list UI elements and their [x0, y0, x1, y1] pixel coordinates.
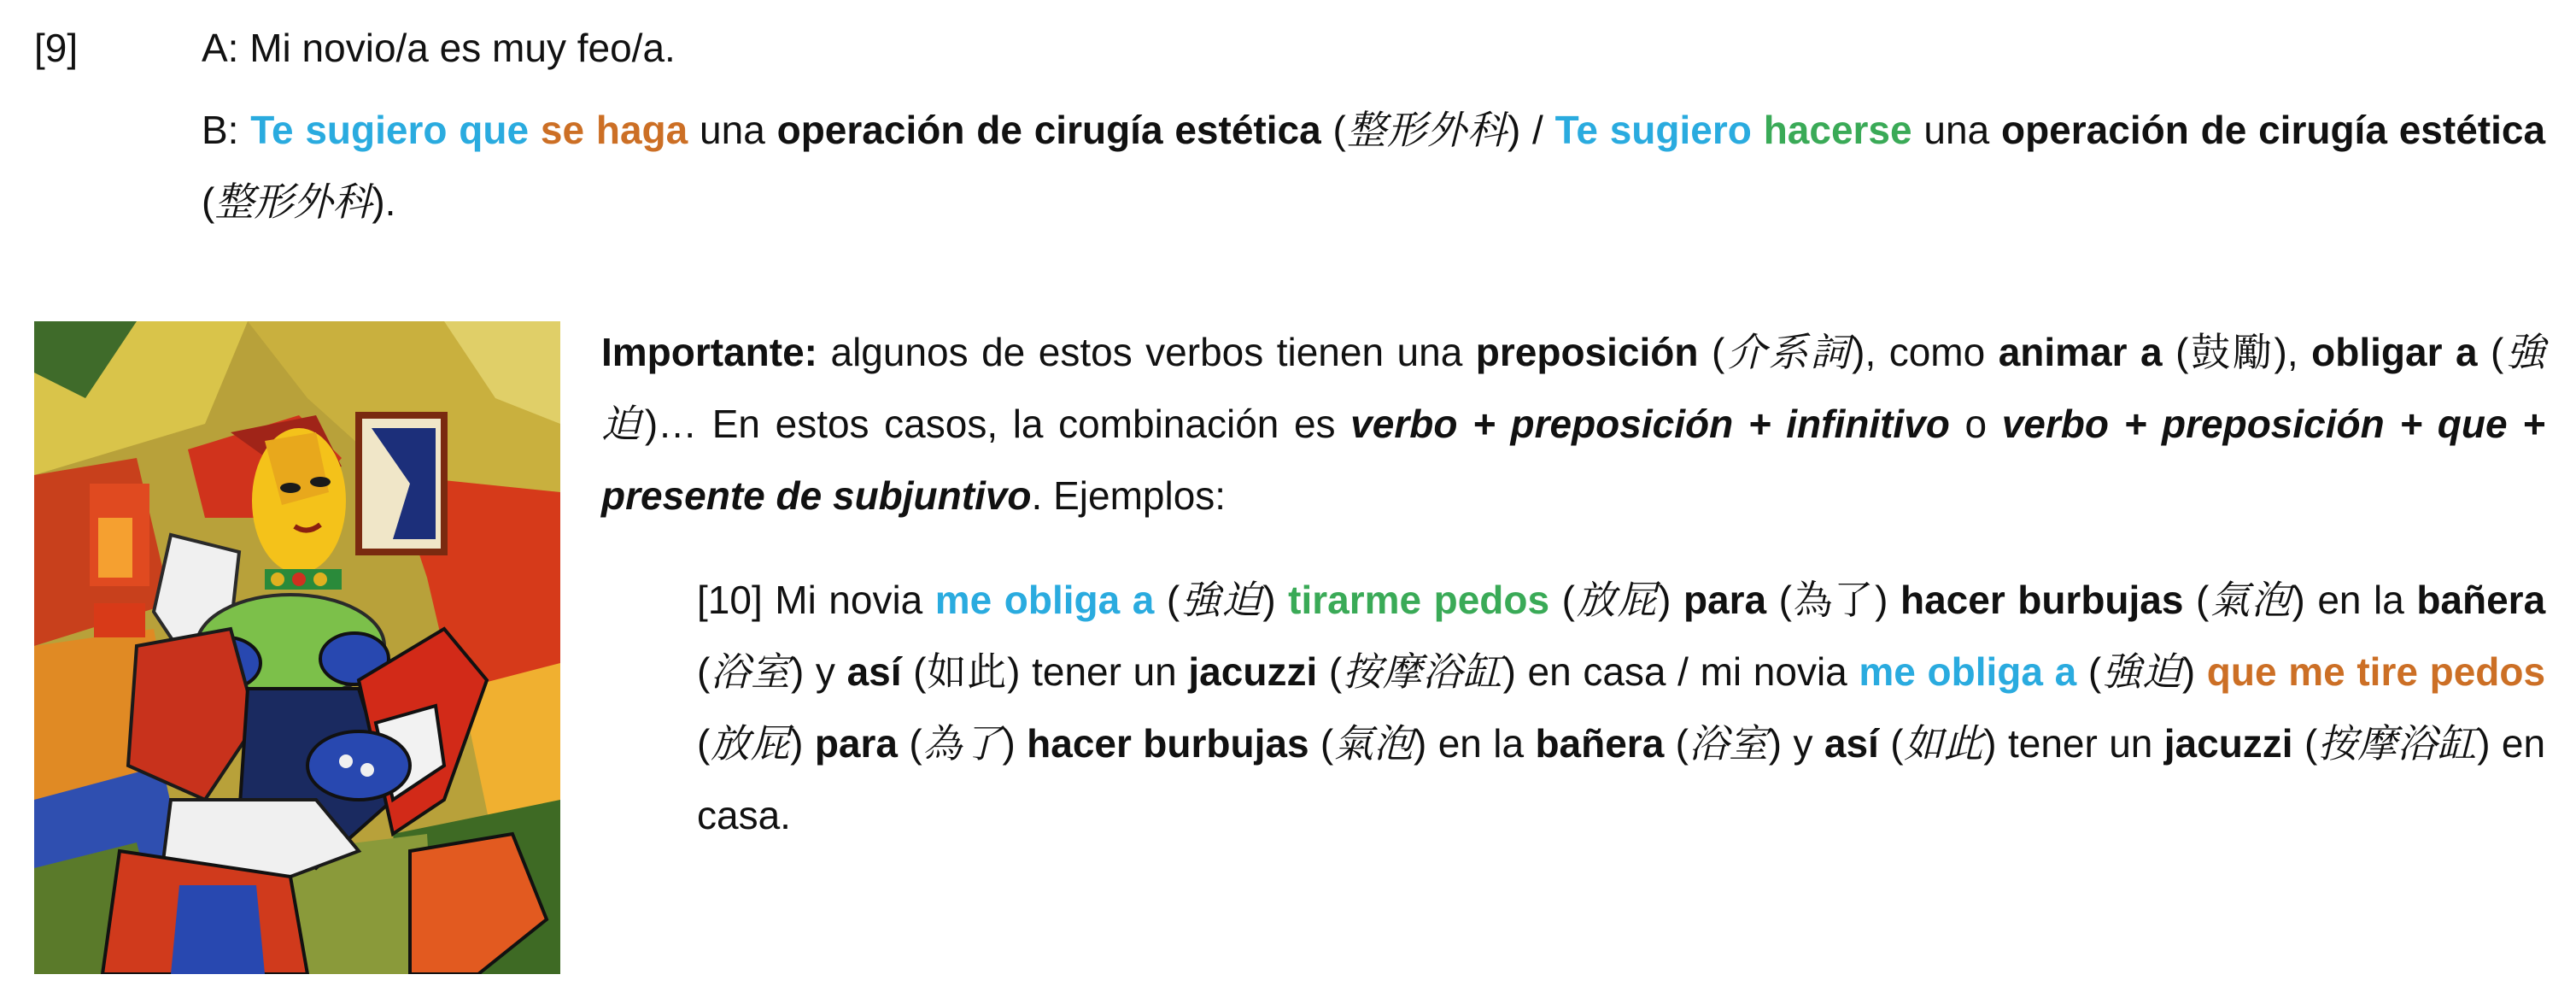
chinese-gloss: 如此: [926, 649, 1008, 695]
chinese-gloss: 按摩浴缸: [2317, 720, 2478, 766]
note-text: algunos de estos verbos tienen una: [830, 330, 1463, 374]
te-sugiero-phrase: Te sugiero: [1554, 108, 1752, 152]
paren: (: [202, 179, 215, 224]
example-10-number: [10]: [697, 578, 763, 622]
paren: (: [1778, 578, 1792, 622]
chinese-gloss: 氣泡: [2209, 577, 2292, 623]
example-10: [697, 564, 2545, 851]
que-me-tire-pedos-phrase: que me tire pedos: [2206, 649, 2546, 694]
ex-text: ) y: [790, 649, 835, 694]
ex-text: ) y: [1768, 721, 1813, 766]
paren: (: [2304, 721, 2318, 766]
example-9-number: [9]: [34, 26, 79, 70]
note-text: ),: [2274, 330, 2298, 374]
chinese-gloss: 浴室: [1689, 720, 1769, 766]
hacer-burbujas-term: hacer burbujas: [1027, 721, 1309, 766]
ex-text: ) en casa.: [697, 721, 2546, 837]
chinese-gloss: 強迫: [601, 329, 2546, 447]
ex-text: ) en la: [2292, 578, 2404, 622]
te-sugiero-que-phrase: Te sugiero que: [250, 108, 530, 152]
ex-text: ) tener un: [1007, 649, 1177, 694]
asi-term: así: [846, 649, 902, 694]
chinese-gloss: 浴室: [710, 649, 791, 695]
jacuzzi-term: jacuzzi: [2163, 721, 2293, 766]
me-obliga-a-phrase: me obliga a: [934, 578, 1155, 622]
paren: (: [1328, 649, 1343, 694]
formula-subjunctive: verbo + preposición + que + presente de subjuntivo: [601, 402, 2546, 518]
chinese-gloss: 為了: [1791, 577, 1876, 623]
para-term: para: [1683, 578, 1767, 622]
paren: ): [1658, 578, 1671, 622]
chinese-gloss: 強迫: [1180, 577, 1263, 623]
paren: (: [697, 721, 711, 766]
paren: ): [1262, 578, 1276, 622]
paren: ) /: [1507, 108, 1543, 152]
chinese-gloss: 放屁: [710, 720, 791, 766]
text-una: una: [1923, 108, 1990, 152]
banera-term: bañera: [2416, 578, 2546, 622]
paren: ): [1002, 721, 1016, 766]
note-text: . Ejemplos:: [1031, 473, 1227, 518]
preposicion-term: preposición: [1475, 330, 1699, 374]
paren: ): [2181, 649, 2196, 694]
obligar-a-term: obligar a: [2311, 330, 2478, 374]
example-9-line-b: [202, 94, 2545, 238]
ex-text: ) en casa / mi novia: [1502, 649, 1847, 694]
banera-term: bañera: [1535, 721, 1665, 766]
chinese-gloss: 按摩浴缸: [1342, 649, 1503, 695]
animar-a-term: animar a: [1998, 330, 2163, 374]
chinese-gloss: 氣泡: [1333, 720, 1414, 766]
paren: (: [2491, 330, 2504, 374]
paren: (: [697, 649, 711, 694]
example-9-line-a: A: Mi novio/a es muy feo/a.: [202, 26, 676, 70]
me-obliga-a-phrase: me obliga a: [1859, 649, 2077, 694]
chinese-gloss: 如此: [1903, 720, 1984, 766]
paren: (: [1320, 721, 1334, 766]
formula-infinitive: verbo + preposición + infinitivo: [1350, 402, 1950, 446]
chinese-gloss: 放屁: [1574, 577, 1659, 623]
text-una: una: [700, 108, 765, 152]
paren: (: [1675, 721, 1689, 766]
paren: (: [1711, 330, 1725, 374]
hacer-burbujas-term: hacer burbujas: [1900, 578, 2184, 622]
example-9: [202, 22, 2545, 238]
chinese-gloss: 鼓勵: [2188, 329, 2274, 375]
chinese-gloss: 為了: [922, 720, 1003, 766]
important-note: [601, 316, 2545, 531]
ex-text: Mi novia: [775, 578, 923, 622]
tirarme-pedos-phrase: tirarme pedos: [1288, 578, 1550, 622]
paren: (: [1332, 108, 1346, 152]
paren: (: [913, 649, 927, 694]
note-text: ), como: [1852, 330, 1986, 374]
importante-label: Importante:: [601, 330, 817, 374]
paren: ): [1875, 578, 1888, 622]
asi-term: así: [1824, 721, 1879, 766]
paren: ).: [372, 179, 396, 224]
chinese-gloss: 整形外科: [214, 179, 372, 225]
ex-text: ) tener un: [1983, 721, 2153, 766]
paren: (: [909, 721, 922, 766]
operacion-phrase: operación de cirugía estética: [2000, 108, 2546, 152]
paren: ): [790, 721, 804, 766]
paren: (: [2175, 330, 2189, 374]
paren: (: [2087, 649, 2102, 694]
se-haga-phrase: se haga: [540, 108, 688, 152]
note-text: o: [1964, 402, 1988, 446]
operacion-phrase: operación de cirugía estética: [776, 108, 1321, 152]
chinese-gloss: 整形外科: [1345, 107, 1508, 153]
chinese-gloss: 介系詞: [1724, 329, 1853, 375]
hacerse-phrase: hacerse: [1763, 108, 1912, 152]
paren: (: [1890, 721, 1904, 766]
para-term: para: [814, 721, 898, 766]
paren: (: [1561, 578, 1575, 622]
jacuzzi-term: jacuzzi: [1188, 649, 1318, 694]
paren: (: [2196, 578, 2210, 622]
speaker-b-label: B:: [202, 108, 239, 152]
ex-text: ) en la: [1414, 721, 1525, 766]
cubist-painting-image: [34, 321, 560, 974]
chinese-gloss: 強迫: [2101, 649, 2182, 695]
note-text: )… En estos casos, la combinación es: [644, 402, 1336, 446]
paren: (: [1166, 578, 1180, 622]
